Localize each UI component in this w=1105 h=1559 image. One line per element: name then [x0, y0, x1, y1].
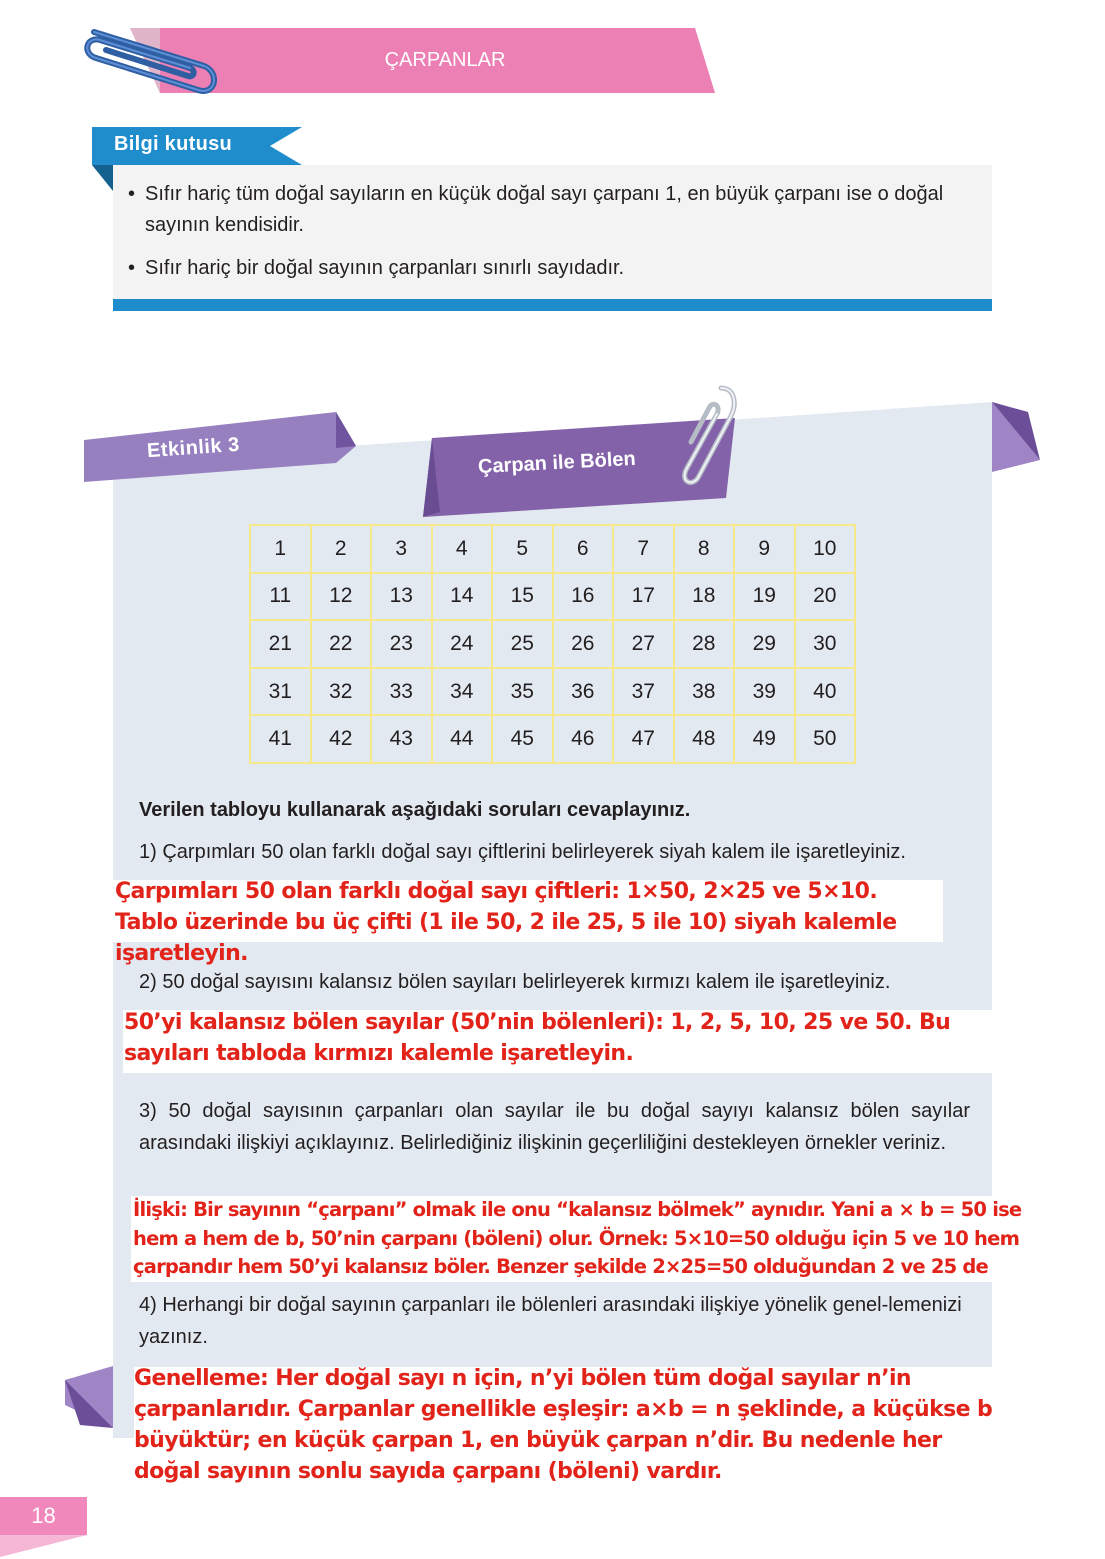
grid-cell: 26 [553, 620, 614, 668]
grid-row [250, 525, 855, 573]
question-2: 2) 50 doğal sayısını kalansız bölen sayıları belirleyerek kırmızı kalem ile işaretleyiniz. [139, 971, 891, 993]
grid-cell: 43 [371, 715, 432, 763]
grid-cell: 37 [613, 668, 674, 716]
grid-cell: 29 [734, 620, 795, 668]
grid-cell: 28 [674, 620, 735, 668]
grid-cell: 25 [492, 620, 553, 668]
grid-cell: 44 [432, 715, 493, 763]
answer-1: Çarpımları 50 olan farklı doğal sayı çiftleri: 1×50, 2×25 ve 5×10. Tablo üzerinde bu üç çifti (1 ile 50, 2 ile 25, 5 ile 10) siyah kalemle işaretleyin. [115, 879, 897, 966]
paperclip-icon [681, 380, 741, 490]
grid-cell: 38 [674, 668, 735, 716]
grid-cell: 7 [613, 525, 674, 573]
page-number: 18 [31, 1503, 56, 1528]
grid-cell: 18 [674, 573, 735, 621]
answer-2: 50’yi kalansız bölen sayılar (50’nin bölenleri): 1, 2, 5, 10, 25 ve 50. Bu sayıları tabloda kırmızı kalemle işaretleyin. [124, 1010, 951, 1066]
grid-cell: 21 [250, 620, 311, 668]
grid-cell: 24 [432, 620, 493, 668]
activity-subtitle: Çarpan ile Bölen [477, 447, 637, 479]
grid-cell: 9 [734, 525, 795, 573]
grid-cell: 31 [250, 668, 311, 716]
grid-cell: 30 [795, 620, 856, 668]
grid-cell: 1 [250, 525, 311, 573]
grid-row [250, 620, 855, 668]
grid-cell: 39 [734, 668, 795, 716]
grid-cell: 34 [432, 668, 493, 716]
grid-cell: 16 [553, 573, 614, 621]
grid-cell: 3 [371, 525, 432, 573]
grid-cell: 10 [795, 525, 856, 573]
question-1: 1) Çarpımları 50 olan farklı doğal sayı çiftlerini belirleyerek siyah kalem ile işaretleyiniz. [139, 841, 906, 863]
grid-cell: 19 [734, 573, 795, 621]
grid-cell: 41 [250, 715, 311, 763]
instruction-text: Verilen tabloyu kullanarak aşağıdaki soruları cevaplayınız. [139, 799, 691, 821]
grid-cell: 40 [795, 668, 856, 716]
grid-cell: 12 [311, 573, 372, 621]
grid-cell: 33 [371, 668, 432, 716]
answer-3: İlişki: Bir sayının “çarpanı” olmak ile onu “kalansız bölmek” aynıdır. Yani a × b = 50 ise hem a hem de b, 50’nin çarpanı (böleni) olur. Örnek: 5×10=50 olduğu için 5 ve 10 hem çarpandır hem 50’yi kalansız böler. Benzer şekilde 2×25=50 olduğundan 2 ve 25 de [133, 1198, 1022, 1278]
grid-cell: 5 [492, 525, 553, 573]
info-bullet-text: Sıfır hariç tüm doğal sayıların en küçük doğal sayı çarpanı 1, en büyük çarpanı ise o doğal sayının kendisidir. [145, 183, 944, 236]
bullet-dot: • [128, 183, 136, 205]
grid-cell: 15 [492, 573, 553, 621]
grid-cell: 22 [311, 620, 372, 668]
grid-cell: 11 [250, 573, 311, 621]
grid-cell: 45 [492, 715, 553, 763]
info-box-label: Bilgi kutusu [114, 133, 233, 155]
grid-cell: 2 [311, 525, 372, 573]
grid-cell: 47 [613, 715, 674, 763]
question-3: 3) 50 doğal sayısının çarpanları olan sayılar ile bu doğal sayıyı kalansız bölen sayılar arasındaki ilişkiyi açıklayınız. Belirlediğiniz ilişkinin geçerliliğini destekleyen örnekler veriniz. [139, 1100, 970, 1154]
grid-cell: 20 [795, 573, 856, 621]
grid-row [250, 668, 855, 716]
page-title: ÇARPANLAR [384, 49, 506, 71]
grid-cell: 35 [492, 668, 553, 716]
question-4: 4) Herhangi bir doğal sayının çarpanları ile bölenleri arasındaki ilişkiye yönelik genel-lemenizi yazınız. [139, 1294, 962, 1348]
activity-label: Etkinlik 3 [146, 433, 241, 463]
info-bullet-text: Sıfır hariç bir doğal sayının çarpanları sınırlı sayıdadır. [145, 257, 625, 279]
page-number-tail [0, 1535, 90, 1559]
grid-cell: 50 [795, 715, 856, 763]
answer-4: Genelleme: Her doğal sayı n için, n’yi bölen tüm doğal sayılar n’in çarpanlarıdır. Çarpanlar genellikle eşleşir: a×b = n şeklinde, a küçükse b büyüktür; en küçük çarpan 1, en büyük çarpan n’dir. Bu nedenle her doğal sayının sonlu sayıda çarpanı (böleni) vardır. [134, 1366, 993, 1484]
grid-cell: 14 [432, 573, 493, 621]
number-grid [249, 524, 856, 764]
grid-cell: 36 [553, 668, 614, 716]
grid-cell: 48 [674, 715, 735, 763]
grid-cell: 46 [553, 715, 614, 763]
grid-cell: 32 [311, 668, 372, 716]
grid-cell: 8 [674, 525, 735, 573]
grid-cell: 13 [371, 573, 432, 621]
grid-cell: 4 [432, 525, 493, 573]
grid-cell: 6 [553, 525, 614, 573]
grid-cell: 17 [613, 573, 674, 621]
bullet-dot: • [128, 257, 136, 279]
grid-cell: 49 [734, 715, 795, 763]
grid-cell: 27 [613, 620, 674, 668]
grid-cell: 23 [371, 620, 432, 668]
grid-row [250, 715, 855, 763]
grid-cell: 42 [311, 715, 372, 763]
grid-row [250, 573, 855, 621]
